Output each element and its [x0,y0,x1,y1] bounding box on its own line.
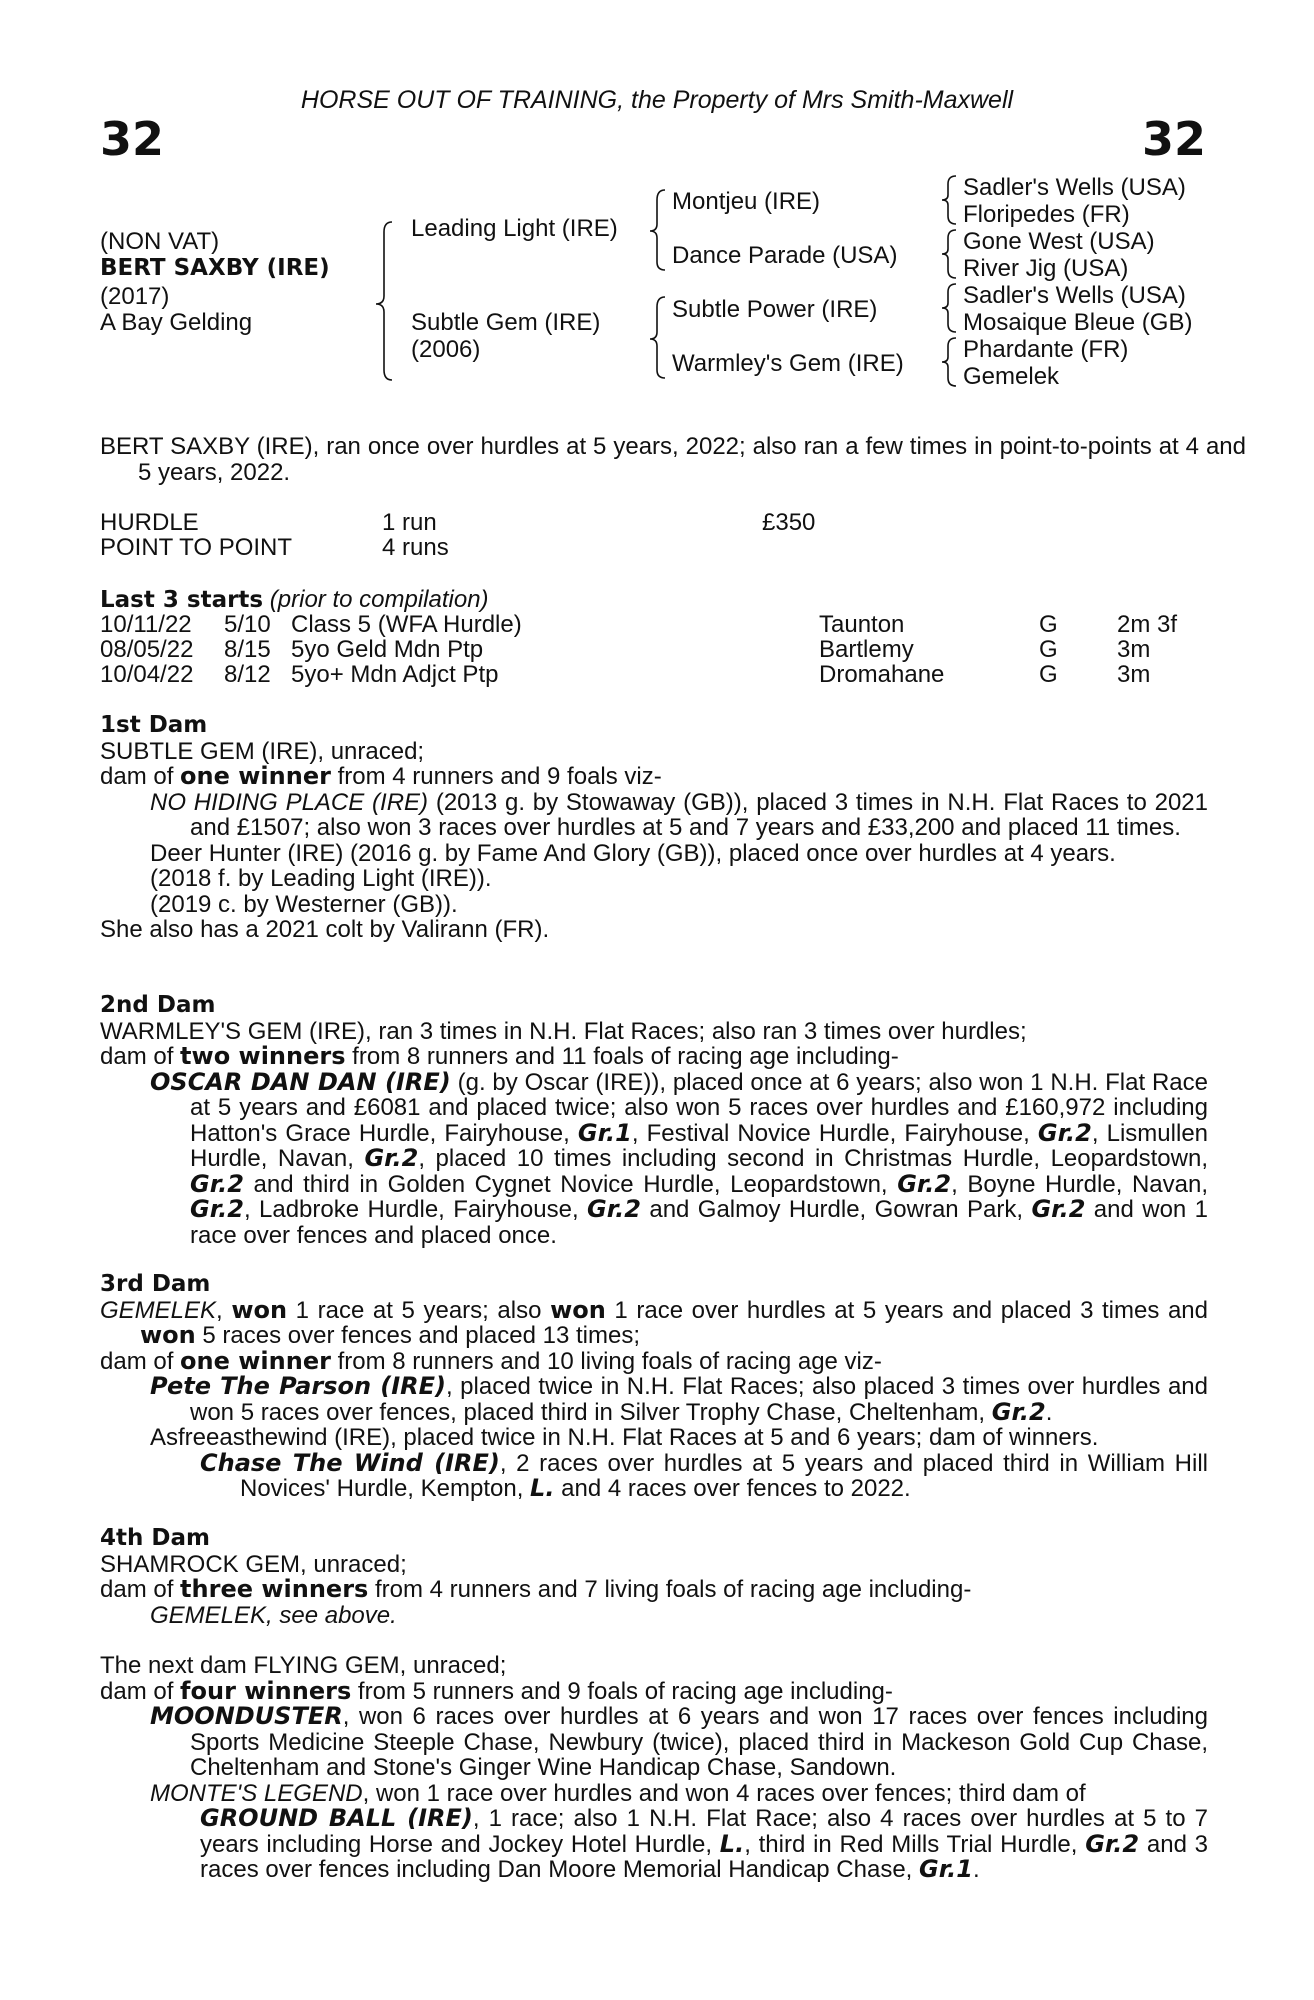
pedigree-dds: Phardante (FR) [963,336,1129,363]
start-going: G [1039,661,1058,688]
text: from 8 runners and 10 living foals of racing age viz- [330,1347,882,1375]
second-dam-section [100,993,1208,1248]
record-runs-hurdle: 1 run [382,509,437,536]
pedigree-sire-sire: Montjeu (IRE) [672,188,821,215]
grade: L. [719,1829,745,1858]
first-dam-line2 [100,764,1208,790]
text: dam of [100,1576,181,1603]
text: . [1045,1398,1053,1426]
next-dam-line1: The next dam FLYING GEM, unraced; [100,1652,507,1679]
text: , [216,1296,232,1324]
text: and Galmoy Hurdle, Gowran Park, [640,1196,1032,1223]
first-dam-note: She also has a 2021 colt by Valirann (FR). [100,916,550,943]
text: , 1 race; also 1 N.H. Flat Race; also 4 races over hurdles at 5 to 7 years including Horse and Jockey Hotel Hurdle, [200,1805,1209,1858]
text: , won 6 races over hurdles at 6 years and won 17 races over fences including Sports Medicine Steeple Chase, Newbury (twice), placed third in Mackeson Gold Cup Chase, Cheltenham and Stone's Ginger Wine Handicap Chase, Sandown. [190,1703,1208,1781]
grade: Gr.2 [190,1169,244,1198]
start-distance: 2m 3f [1117,611,1178,638]
record-type-ptp: POINT TO POINT [100,534,293,561]
last-starts-title: Last 3 starts [100,587,264,613]
pedigree-dsd: Mosaique Bleue (GB) [963,309,1193,336]
start-course: Taunton [819,611,905,638]
first-dam-produce-4: (2019 c. by Westerner (GB)). [150,890,458,918]
winner-count: three winners [180,1575,369,1603]
start-pos: 5/10 [224,611,271,638]
pedigree-sire-dam: Dance Parade (USA) [672,242,898,269]
grade: Gr.1 [577,1118,632,1147]
grade: Gr.2 [1085,1829,1140,1858]
text: and 3 races over fences including Dan Moore Memorial Handicap Chase, [200,1830,1209,1883]
first-dam-heading: 1st Dam [100,712,208,738]
horse-year: (2017) [100,283,170,310]
text: , 2 races over hurdles at 5 years and placed third in William Hill Novices' Hurdle, Kempton, [240,1449,1208,1502]
first-dam-produce-3: (2018 f. by Leading Light (IRE)). [150,865,492,892]
produce-name: Chase The Wind (IRE) [200,1448,500,1477]
winner-count: one winner [180,1346,331,1375]
text: from 5 runners and 9 foals of racing age including- [351,1677,893,1705]
third-dam-line2 [100,1346,1208,1375]
start-pos: 8/15 [224,636,271,663]
produce-name: NO HIDING PLACE (IRE) [150,788,429,816]
text: . [972,1856,980,1883]
pedigree-ddd: Gemelek [963,363,1060,390]
race-summary: BERT SAXBY (IRE), ran once over hurdles at 5 years, 2022; also ran a few times in point-to-points at 4 and 5 years, 2022. [100,433,1246,486]
second-dam-heading: 2nd Dam [100,992,216,1018]
produce-name: MONTE'S LEGEND [150,1779,363,1807]
dam-name: GEMELEK [100,1296,217,1324]
third-dam-grand-produce [100,1448,1208,1502]
start-race: Class 5 (WFA Hurdle) [291,611,522,638]
text: and third in Golden Cygnet Novice Hurdle, Leopardstown, [243,1170,898,1198]
text: , Ladbroke Hurdle, Fairyhouse, [243,1196,588,1223]
grade: Gr.2 [897,1169,952,1198]
won-text: won [550,1295,606,1324]
start-date: 10/11/22 [100,611,192,638]
start-race: 5yo Geld Mdn Ptp [291,636,484,663]
fourth-dam-produce-1: GEMELEK, see above. [150,1601,397,1629]
text: (g. by Oscar (IRE)), placed once at 6 years; also won 1 N.H. Flat Race at 5 years and £6081 and placed twice; also won 5 races over hurdles and £160,972 including Hatton's Grace Hurdle, Fairyhouse, [190,1068,1208,1147]
pedigree-dam-year: (2006) [411,336,481,363]
start-course: Dromahane [819,661,945,688]
text: , Festival Novice Hurdle, Fairyhouse, [631,1119,1038,1147]
winner-count: two winners [180,1042,346,1070]
grade: Gr.2 [190,1195,244,1223]
produce-name: Pete The Parson (IRE) [150,1372,446,1400]
last-starts-heading [100,586,489,614]
text: dam of [100,1043,181,1070]
text: , Boyne Hurdle, Navan, [951,1170,1208,1198]
pedigree-ssd: Floripedes (FR) [963,201,1130,228]
start-distance: 3m [1117,661,1151,688]
first-dam-section [100,713,1208,943]
text: and won 1 race over fences and placed once. [190,1196,1209,1249]
text: 1 race at 5 years; also [287,1296,551,1324]
record-type-hurdle: HURDLE [100,509,199,536]
winner-count: one winner [180,762,331,790]
lot-number-right: 32 [1141,112,1206,166]
first-dam-line1: SUBTLE GEM (IRE), unraced; [100,737,425,765]
start-date: 08/05/22 [100,636,194,663]
text: , Lismullen Hurdle, Navan, [190,1119,1209,1172]
second-dam-line2 [100,1044,1208,1070]
first-dam-produce-2: Deer Hunter (IRE) (2016 g. by Fame And Glory (GB)), placed once over hurdles at 4 years. [150,839,1116,867]
grade: Gr.2 [991,1397,1046,1426]
produce-name: GROUND BALL (IRE) [200,1804,473,1832]
text: , placed 10 times including second in Christmas Hurdle, Leopardstown, [418,1145,1209,1172]
won-text: won [231,1295,288,1324]
produce-name: MOONDUSTER [150,1702,343,1730]
start-going: G [1039,636,1058,663]
next-dam-line2 [100,1676,1208,1705]
horse-vat: (NON VAT) [100,228,220,255]
last-starts-note: (prior to compilation) [269,586,489,613]
won-text: won [140,1321,196,1349]
text: and 4 races over fences to 2022. [554,1475,911,1502]
pedigree-dam: Subtle Gem (IRE) [411,309,601,336]
second-dam-produce-1 [100,1067,1209,1249]
text: from 8 runners and 11 foals of racing age including- [345,1043,899,1070]
grade: Gr.2 [1037,1118,1092,1147]
lot-number-left: 32 [100,112,165,166]
fourth-dam-line1: SHAMROCK GEM, unraced; [100,1550,407,1578]
text: , third in Red Mills Trial Hurdle, [744,1830,1086,1858]
produce-name: OSCAR DAN DAN (IRE) [150,1067,451,1096]
start-pos: 8/12 [224,661,271,688]
next-dam-produce-2 [100,1781,1208,1807]
pedigree-sdd: River Jig (USA) [963,255,1129,282]
text: , won 1 race over hurdles and won 4 races over fences; third dam of [362,1779,1086,1807]
text: from 4 runners and 9 foals viz- [330,763,662,790]
fourth-dam-line2 [100,1577,1208,1603]
pedigree-dam-dam: Warmley's Gem (IRE) [672,350,904,377]
pedigree-sss: Sadler's Wells (USA) [963,174,1186,201]
start-going: G [1039,611,1058,638]
text: dam of [100,1677,181,1705]
second-dam-line1: WARMLEY'S GEM (IRE), ran 3 times in N.H. Flat Races; also ran 3 times over hurdles; [100,1017,1027,1045]
third-dam-line1 [100,1295,1208,1349]
horse-name: BERT SAXBY (IRE) [100,255,330,281]
grade: Gr.2 [587,1195,641,1223]
fourth-dam-section [100,1526,1208,1628]
text: dam of [100,763,181,790]
text: from 4 runners and 7 living foals of racing age including- [368,1576,972,1603]
next-dam-produce-1 [100,1704,1208,1781]
record-runs-ptp: 4 runs [382,534,449,561]
third-dam-section [100,1272,1208,1502]
record-prize-hurdle: £350 [762,509,816,536]
start-race: 5yo+ Mdn Adjct Ptp [291,661,499,688]
text: , placed twice in N.H. Flat Races; also placed 3 times over hurdles and won 5 races over fences, placed third in Silver Trophy Chase, Cheltenham, [190,1373,1208,1426]
pedigree-sire: Leading Light (IRE) [411,215,618,242]
next-dam-section [100,1653,1208,1883]
pedigree-dss: Sadler's Wells (USA) [963,282,1186,309]
grade: Gr.2 [364,1144,419,1172]
next-dam-grand-produce [100,1806,1208,1883]
start-course: Bartlemy [819,636,914,663]
first-dam-produce-1 [100,790,1208,841]
third-dam-produce-2: Asfreeasthewind (IRE), placed twice in N.H. Flat Races at 5 and 6 years; dam of winners. [150,1424,1099,1451]
winner-count: four winners [180,1676,352,1705]
text: 1 race over hurdles at 5 years and placed 3 times and [605,1296,1208,1324]
pedigree-sds: Gone West (USA) [963,228,1155,255]
page-header-title: HORSE OUT OF TRAINING, the Property of Mrs Smith-Maxwell [300,86,1014,114]
grade: Gr.2 [1031,1195,1086,1223]
produce-text: (2013 g. by Stowaway (GB)), placed 3 times in N.H. Flat Races to 2021 and £1507; also won 3 races over hurdles at 5 and 7 years and £33,200 and placed 11 times. [190,788,1208,841]
grade: L. [530,1474,555,1502]
text: 5 races over fences and placed 13 times; [195,1322,640,1349]
pedigree-dam-sire: Subtle Power (IRE) [672,296,878,323]
third-dam-heading: 3rd Dam [100,1271,211,1297]
fourth-dam-heading: 4th Dam [100,1525,210,1551]
text: dam of [100,1347,181,1375]
start-date: 10/04/22 [100,661,194,688]
third-dam-produce-1 [100,1374,1208,1425]
horse-description: A Bay Gelding [100,309,253,336]
start-distance: 3m [1117,636,1151,663]
grade: Gr.1 [919,1855,973,1883]
